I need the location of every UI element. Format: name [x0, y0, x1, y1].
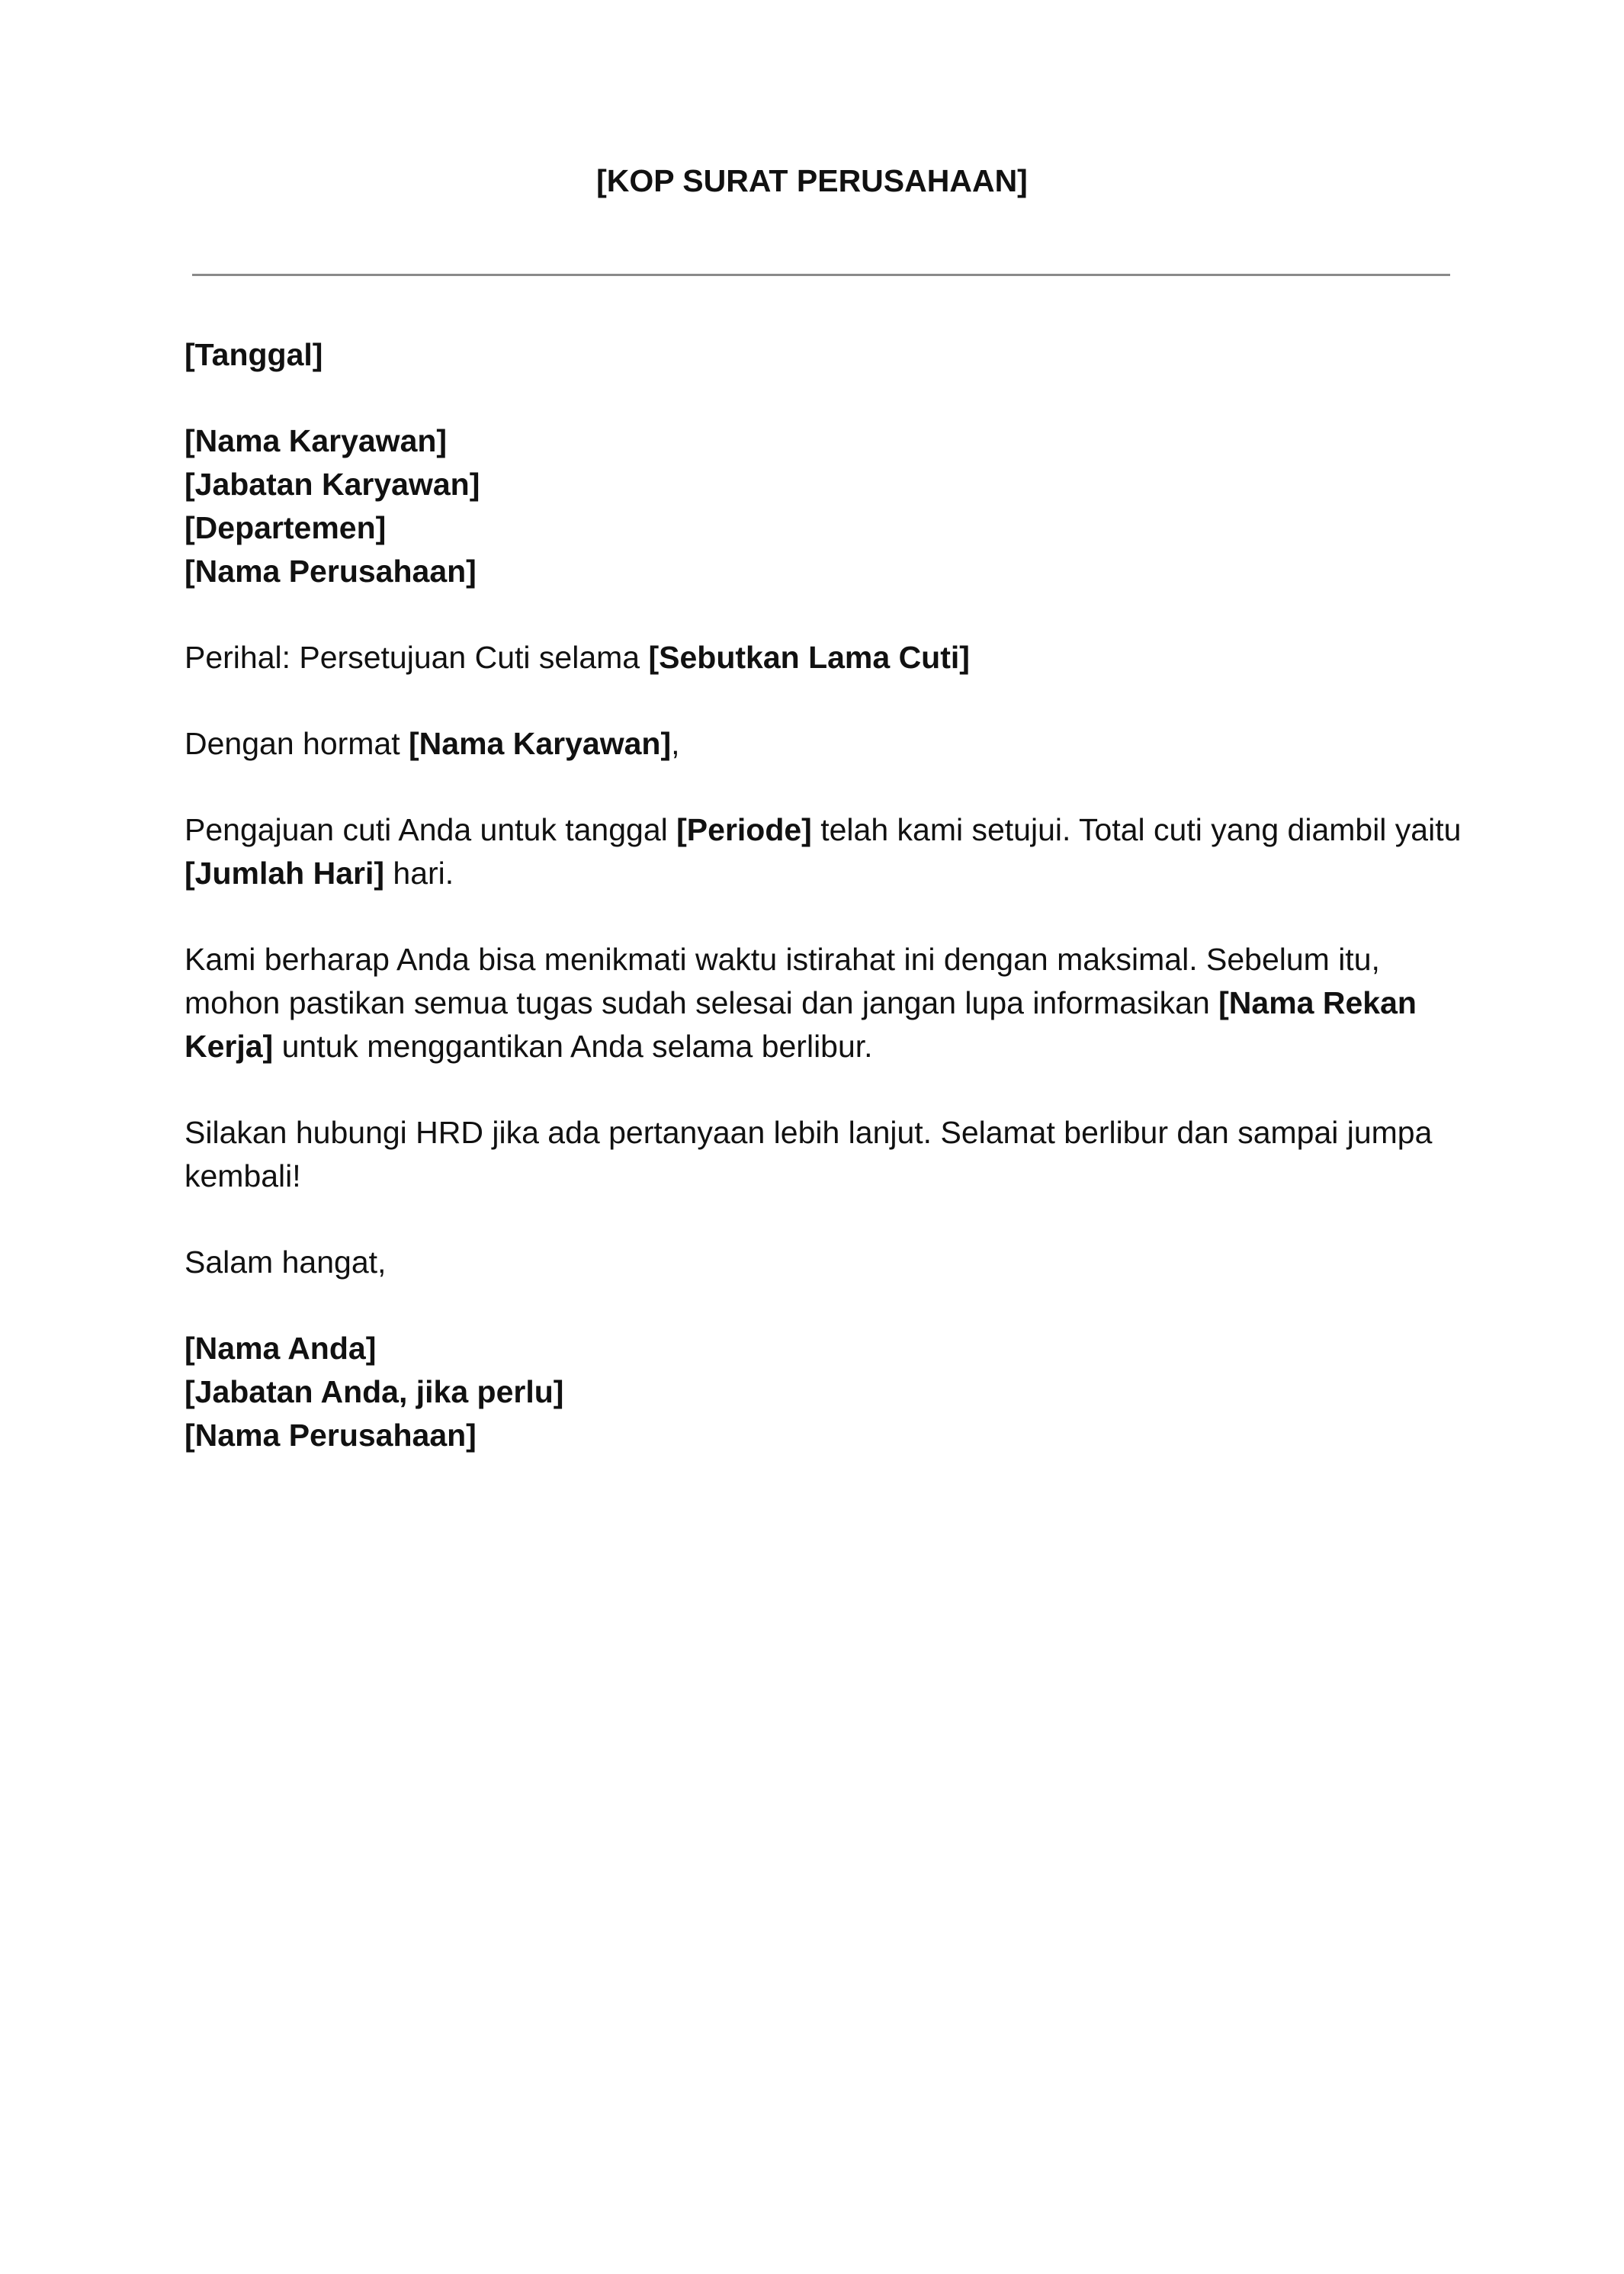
approval-text-3: hari.	[384, 856, 454, 891]
recipient-block	[185, 419, 1465, 593]
approval-text-1: Pengajuan cuti Anda untuk tanggal	[185, 812, 677, 847]
closing: Salam hangat,	[185, 1245, 387, 1280]
paragraph-contact: Silakan hubungi HRD jika ada pertanyaan lebih lanjut. Selamat berlibur dan sampai jumpa kembali!	[185, 1115, 1433, 1193]
days-placeholder: [Jumlah Hari]	[185, 856, 384, 891]
signature-block	[185, 1327, 1465, 1457]
handover-text-1: Kami berharap Anda bisa menikmati waktu istirahat ini dengan maksimal. Sebelum itu, mohon pastikan semua tugas sudah selesai dan jangan lupa informasikan	[185, 942, 1380, 1020]
header-divider	[192, 274, 1450, 276]
salutation	[185, 722, 1465, 766]
date-block	[185, 333, 1465, 377]
approval-text-2: telah kami setujui. Total cuti yang diambil yaitu	[811, 812, 1462, 847]
recipient-department: [Departemen]	[185, 510, 387, 545]
signature-company: [Nama Perusahaan]	[185, 1418, 477, 1453]
recipient-name: [Nama Karyawan]	[185, 423, 448, 458]
subject-placeholder: [Sebutkan Lama Cuti]	[648, 640, 970, 675]
recipient-company: [Nama Perusahaan]	[185, 554, 477, 589]
signature-position: [Jabatan Anda, jika perlu]	[185, 1374, 564, 1409]
salutation-suffix: ,	[671, 726, 680, 761]
salutation-prefix: Dengan hormat	[185, 726, 409, 761]
signature-name: [Nama Anda]	[185, 1331, 377, 1366]
colleague-placeholder: [Nama Rekan Kerja]	[185, 985, 1417, 1064]
handover-text-2: untuk menggantikan Anda selama berlibur.	[273, 1029, 873, 1064]
letter-body	[185, 333, 1465, 1457]
subject-prefix: Perihal: Persetujuan Cuti selama	[185, 640, 649, 675]
paragraph-handover	[185, 938, 1465, 1068]
paragraph-approval	[185, 808, 1465, 895]
salutation-name: [Nama Karyawan]	[409, 726, 672, 761]
subject-line	[185, 636, 1465, 679]
letterhead: [KOP SURAT PERUSAHAAN]	[596, 163, 1028, 198]
recipient-position: [Jabatan Karyawan]	[185, 467, 480, 502]
period-placeholder: [Periode]	[676, 812, 812, 847]
date-placeholder: [Tanggal]	[185, 337, 323, 372]
